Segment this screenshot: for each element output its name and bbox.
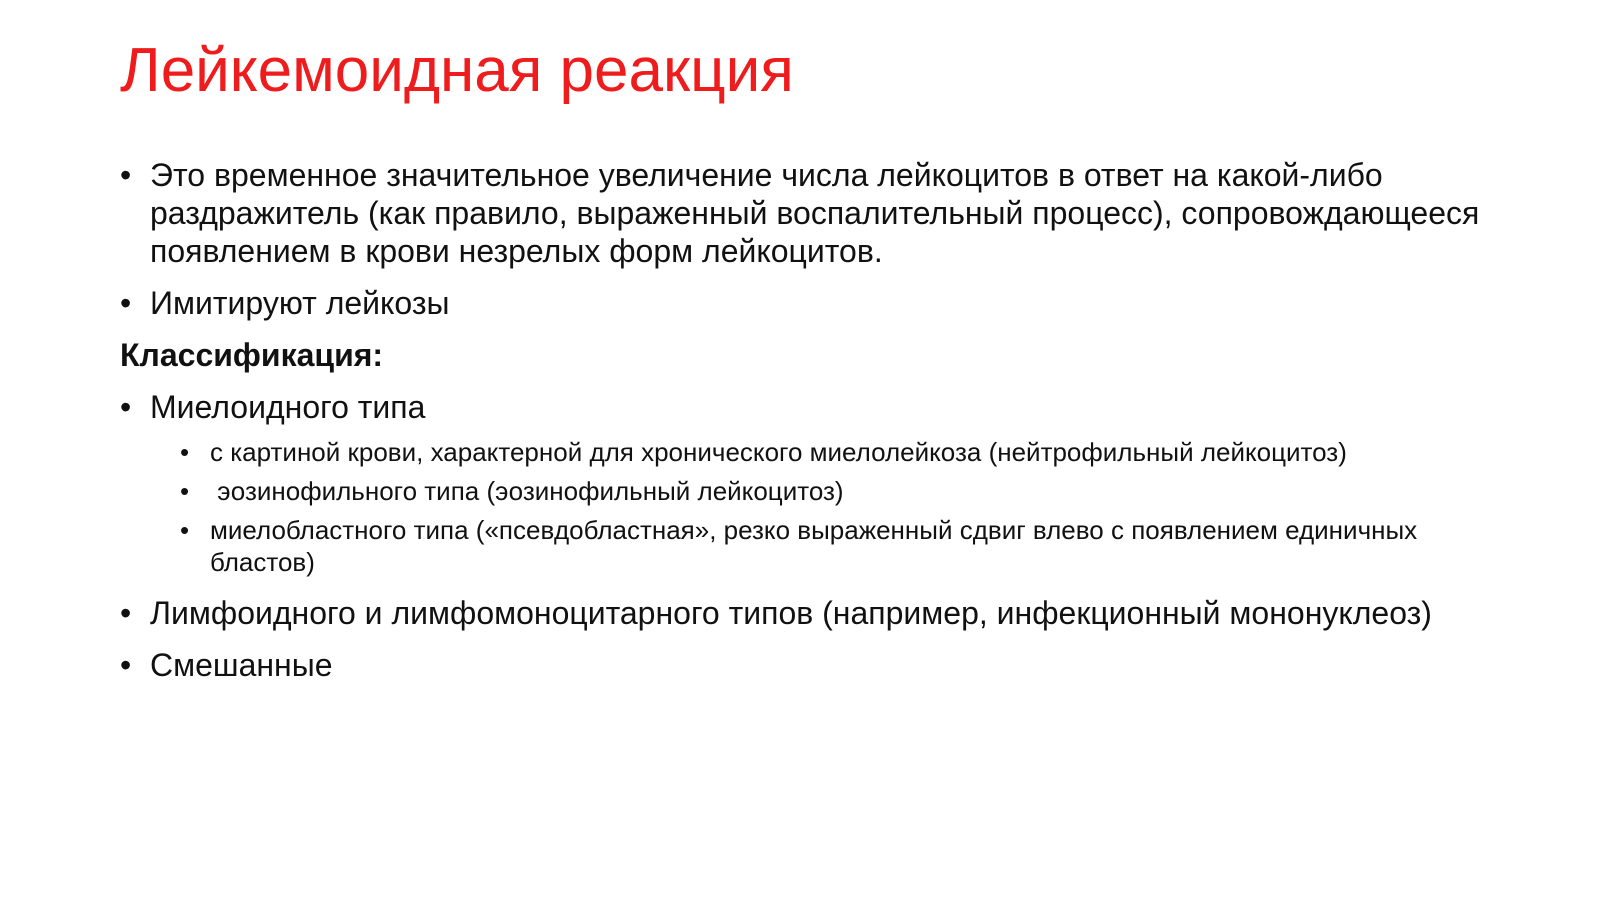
classification-heading: Классификация:: [120, 337, 384, 373]
myeloid-sublist: [120, 436, 1480, 578]
sub-bullet-cml: • с картиной крови, характерной для хронического миелолейкоза (нейтрофильный лейкоцитоз): [180, 436, 1480, 468]
bullet-myeloid: • Миелоидного типа: [120, 388, 1480, 426]
slide-content: [120, 156, 1480, 698]
slide-title: Лейкемоидная реакция: [120, 36, 794, 105]
bullet-lymphoid: • Лимфоидного и лимфомоноцитарного типов (например, инфекционный мононуклеоз): [120, 594, 1480, 632]
sub-bullet-eosinophilic: • эозинофильного типа (эозинофильный лейкоцитоз): [180, 475, 1480, 507]
sub-bullet-myeloblastic: • миелобластного типа («псевдобластная», резко выраженный сдвиг влево с появлением единичных бластов): [180, 514, 1480, 578]
bullet-imitate: • Имитируют лейкозы: [120, 284, 1480, 322]
bullet-definition: • Это временное значительное увеличение числа лейкоцитов в ответ на какой-либо раздражитель (как правило, выраженный воспалительный процесс), сопровождающееся появлением в крови незрелых форм лейкоцитов.: [120, 156, 1480, 270]
bullet-mixed: • Смешанные: [120, 646, 1480, 684]
